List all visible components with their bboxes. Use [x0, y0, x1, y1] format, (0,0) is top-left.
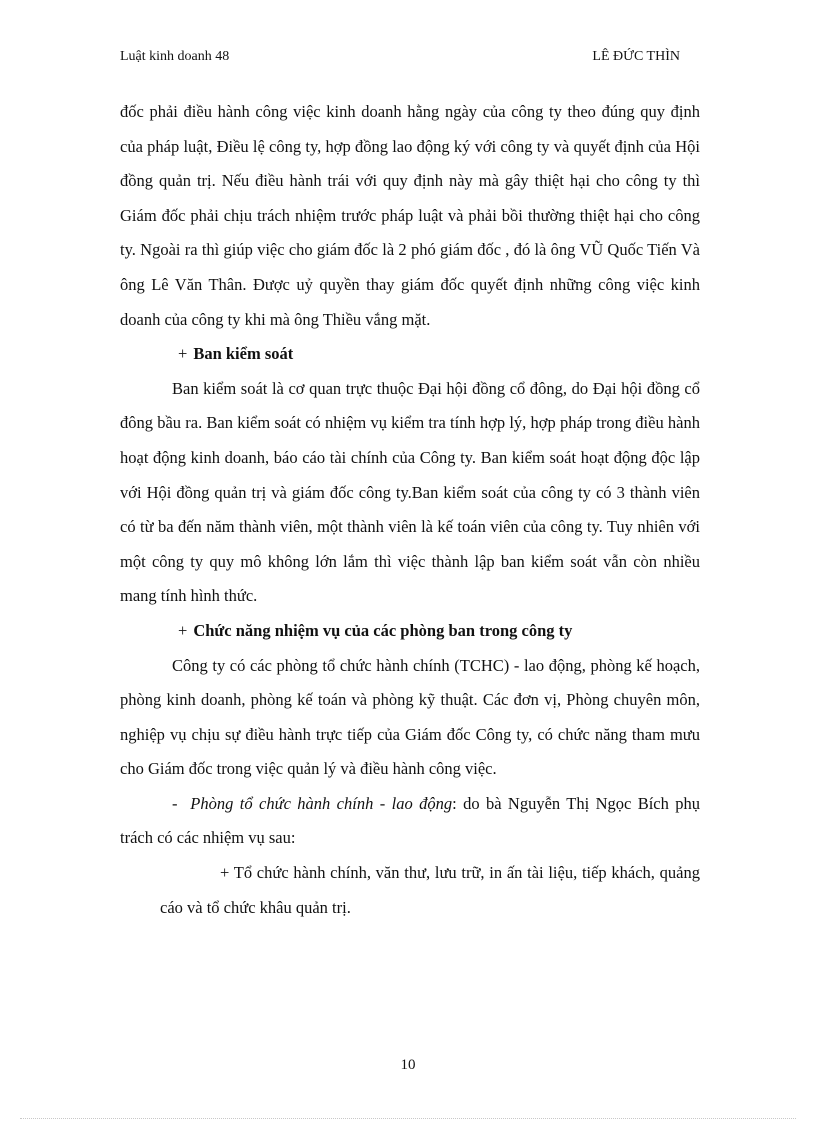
document-body — [120, 95, 700, 925]
dash-marker: - — [172, 793, 178, 813]
page-number: 10 — [400, 1057, 416, 1073]
heading-marker: + — [178, 344, 188, 364]
heading-marker: + — [178, 620, 188, 640]
paragraph-phong-ban: Công ty có các phòng tổ chức hành chính (TCHC) - lao động, phòng kế hoạch, phòng kinh doanh, phòng kế toán và phòng kỹ thuật. Các đơn vị, Phòng chuyên môn, nghiệp vụ chịu sự điều hành trực tiếp của Giám đốc Công ty, có chức năng tham mưu cho Giám đốc trong việc quản lý và điều hành công việc. — [120, 655, 700, 779]
header-divider — [120, 69, 680, 70]
heading-text: Ban kiểm soát — [193, 344, 294, 364]
paragraph-director-duties: đốc phải điều hành công việc kinh doanh hằng ngày của công ty theo đúng quy định của pháp luật, Điều lệ công ty, hợp đồng lao động ký với công ty và quyết định của Hội đồng quản trị. Nếu điều hành trái với quy định này mà gây thiệt hại cho công ty thì Giám đốc phải chịu trách nhiệm trước pháp luật và phải bồi thường thiệt hại cho công ty. Ngoài ra thì giúp việc cho giám đốc là 2 phó giám đốc , đó là ông VŨ Quốc Tiến Và ông Lê Văn Thân. Được uỷ quyền thay giám đốc quyết định những công việc kinh doanh của công ty khi mà ông Thiều vắng mặt. — [120, 102, 700, 329]
page-header — [120, 49, 680, 69]
heading-text: Chức năng nhiệm vụ của các phòng ban trong công ty — [193, 620, 573, 640]
list-item-text: : do bà Nguyễn Thị Ngọc Bích phụ trách có các nhiệm vụ sau: — [120, 793, 701, 848]
header-title: Luật kinh doanh 48 — [120, 49, 230, 64]
header-author: LÊ ĐỨC THÌN — [592, 49, 680, 64]
paragraph-ban-kiem-soat: Ban kiểm soát là cơ quan trực thuộc Đại hội đồng cổ đông, do Đại hội đồng cổ đông bầu ra. Ban kiểm soát có nhiệm vụ kiểm tra tính hợp lý, hợp pháp trong điều hành hoạt động kinh doanh, báo cáo tài chính của Công ty. Ban kiểm soát hoạt động độc lập với Hội đồng quản trị và giám đốc công ty.Ban kiểm soát của công ty có 3 thành viên có từ ba đến năm thành viên, một thành viên là kế toán viên của công ty. Tuy nhiên với một công ty quy mô không lớn lắm thì việc thành lập ban kiểm soát vẫn còn nhiều mang tính hình thức. — [120, 378, 700, 606]
sub-list-item: + Tổ chức hành chính, văn thư, lưu trữ, in ấn tài liệu, tiếp khách, quảng cáo và tổ chức khâu quản trị. — [160, 863, 700, 917]
section-heading-phong-ban — [120, 614, 700, 649]
list-item-phong-tchc — [120, 787, 700, 856]
section-heading-ban-kiem-soat — [120, 337, 700, 372]
page-bottom-border — [20, 1118, 796, 1119]
list-item-title: Phòng tổ chức hành chính - lao động — [190, 793, 453, 813]
